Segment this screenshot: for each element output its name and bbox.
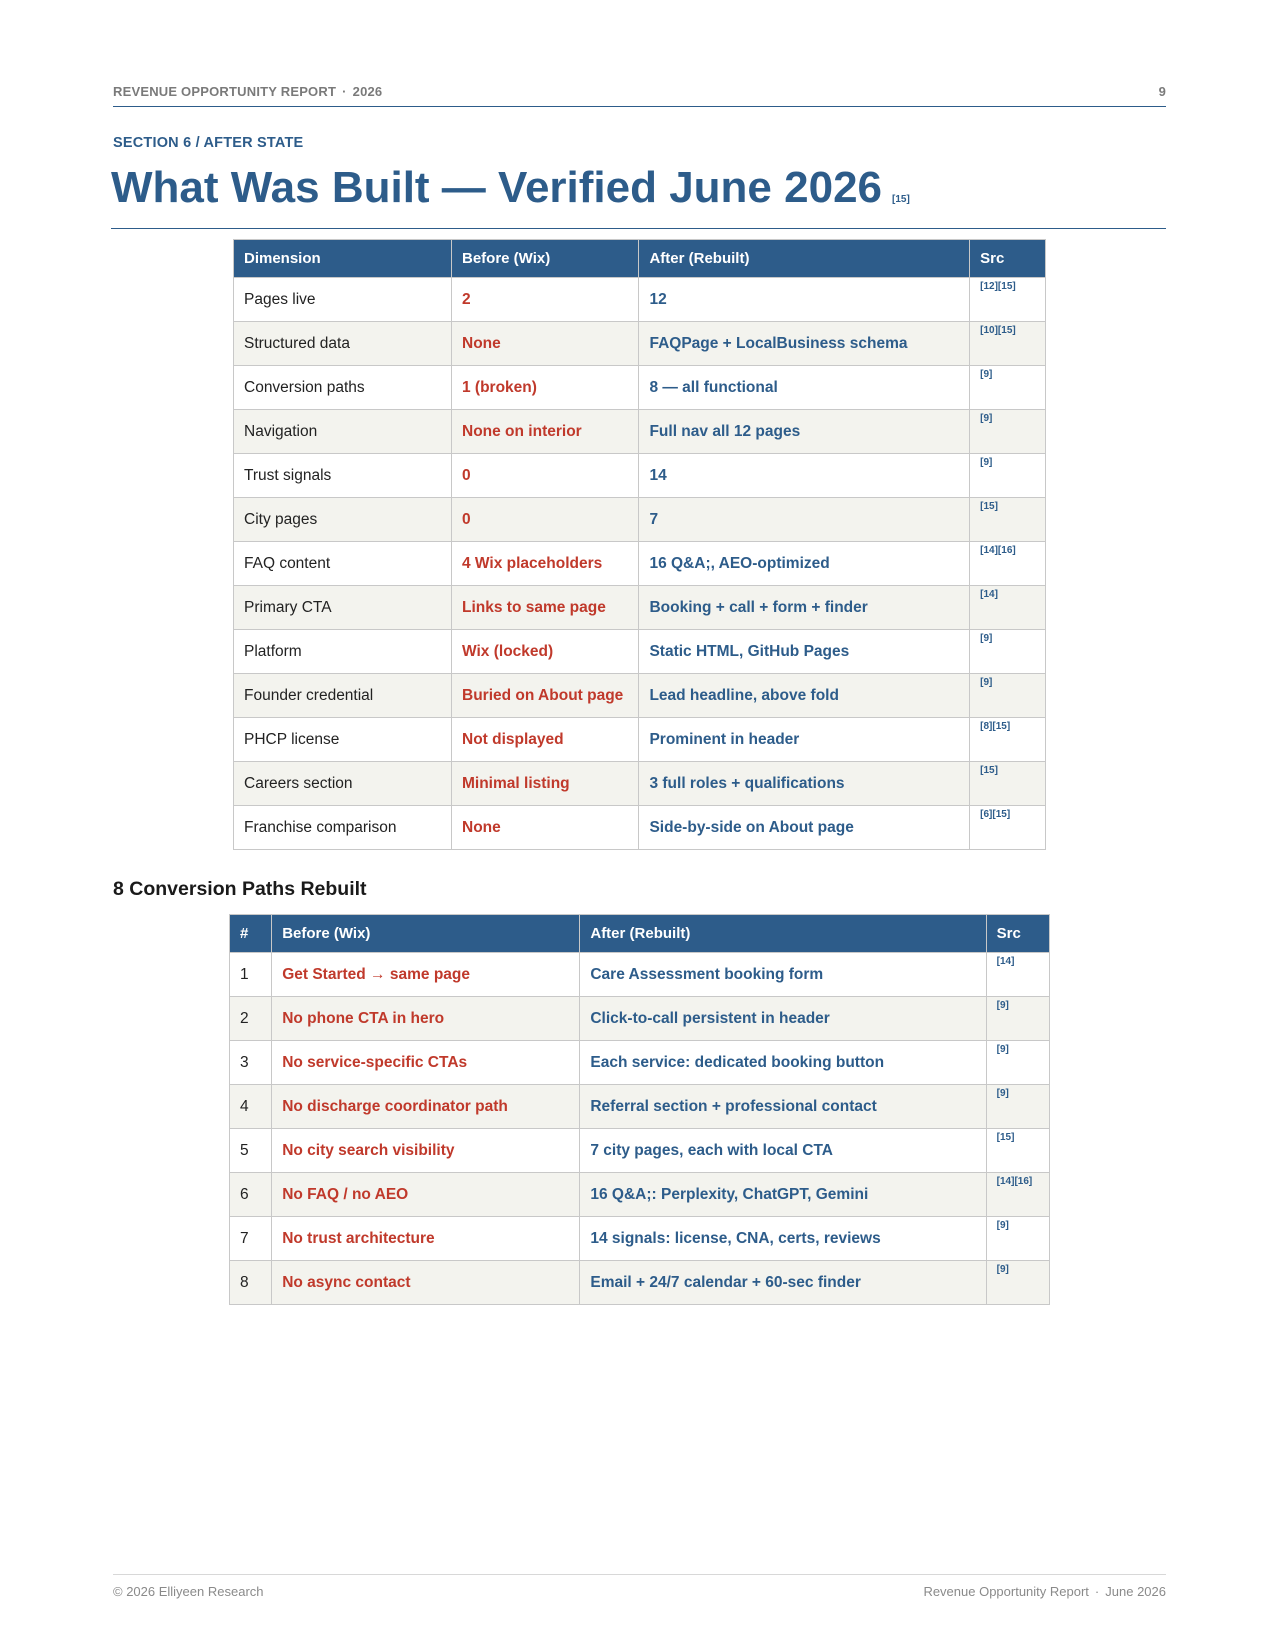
column-header-dimension: Dimension (234, 240, 452, 278)
source-citation: [14][16] (986, 1173, 1049, 1217)
table-row (230, 1217, 1050, 1261)
row-number: 4 (230, 1085, 272, 1129)
after-cell: 7 city pages, each with local CTA (580, 1129, 986, 1173)
dimension-cell: Trust signals (234, 454, 452, 498)
source-citation: [9] (970, 630, 1046, 674)
title-citation: [15] (892, 194, 910, 205)
before-cell: 2 (452, 278, 639, 322)
table-row (234, 410, 1046, 454)
footer-report-name: Revenue Opportunity Report (923, 1584, 1089, 1599)
after-cell: Prominent in header (639, 718, 970, 762)
before-cell: Wix (locked) (452, 630, 639, 674)
running-header-left (113, 84, 382, 99)
row-number: 7 (230, 1217, 272, 1261)
dimension-cell: Pages live (234, 278, 452, 322)
source-citation: [9] (986, 1085, 1049, 1129)
dimension-cell: Platform (234, 630, 452, 674)
table-row (230, 1041, 1050, 1085)
table-row (234, 322, 1046, 366)
table-row (234, 718, 1046, 762)
before-cell: None (452, 322, 639, 366)
source-citation: [9] (986, 1261, 1049, 1305)
table-row (234, 586, 1046, 630)
footer-copyright: © 2026 Elliyeen Research (113, 1584, 264, 1599)
column-header-before: Before (Wix) (272, 915, 580, 953)
source-citation: [10][15] (970, 322, 1046, 366)
header-separator: · (342, 84, 347, 99)
after-state-table (233, 239, 1046, 850)
after-cell: 8 — all functional (639, 366, 970, 410)
after-state-table-body (234, 278, 1046, 850)
before-cell: 4 Wix placeholders (452, 542, 639, 586)
dimension-cell: Franchise comparison (234, 806, 452, 850)
after-cell: FAQPage + LocalBusiness schema (639, 322, 970, 366)
table-row (230, 1261, 1050, 1305)
table-row (234, 630, 1046, 674)
before-cell: 1 (broken) (452, 366, 639, 410)
after-cell: Lead headline, above fold (639, 674, 970, 718)
after-cell: 16 Q&A;: Perplexity, ChatGPT, Gemini (580, 1173, 986, 1217)
table-row (234, 542, 1046, 586)
before-cell: Buried on About page (452, 674, 639, 718)
conversion-paths-heading: 8 Conversion Paths Rebuilt (113, 878, 367, 900)
source-citation: [15] (970, 498, 1046, 542)
dimension-cell: Careers section (234, 762, 452, 806)
column-header-before: Before (Wix) (452, 240, 639, 278)
page-footer (113, 1574, 1166, 1599)
before-cell: No FAQ / no AEO (272, 1173, 580, 1217)
column-header-after: After (Rebuilt) (580, 915, 986, 953)
after-cell: 7 (639, 498, 970, 542)
table-row (234, 498, 1046, 542)
dimension-cell: FAQ content (234, 542, 452, 586)
footer-date: June 2026 (1105, 1584, 1166, 1599)
after-cell: Side-by-side on About page (639, 806, 970, 850)
source-citation: [12][15] (970, 278, 1046, 322)
row-number: 8 (230, 1261, 272, 1305)
row-number: 5 (230, 1129, 272, 1173)
table-row (234, 806, 1046, 850)
table-row (230, 997, 1050, 1041)
row-number: 1 (230, 953, 272, 997)
row-number: 6 (230, 1173, 272, 1217)
section-label: SECTION 6 / AFTER STATE (113, 135, 304, 151)
page-title (111, 160, 1166, 229)
table-header-row (230, 915, 1050, 953)
after-cell: 14 (639, 454, 970, 498)
source-citation: [14][16] (970, 542, 1046, 586)
report-year: 2026 (352, 84, 383, 99)
dimension-cell: Primary CTA (234, 586, 452, 630)
before-cell: No discharge coordinator path (272, 1085, 580, 1129)
table-row (230, 953, 1050, 997)
table-row (234, 454, 1046, 498)
before-cell: None (452, 806, 639, 850)
source-citation: [14] (986, 953, 1049, 997)
dimension-cell: Navigation (234, 410, 452, 454)
column-header-src: Src (986, 915, 1049, 953)
column-header-after: After (Rebuilt) (639, 240, 970, 278)
source-citation: [6][15] (970, 806, 1046, 850)
after-cell: 16 Q&A;, AEO-optimized (639, 542, 970, 586)
before-cell: Get Started → same page (272, 953, 580, 997)
dimension-cell: Founder credential (234, 674, 452, 718)
source-citation: [9] (986, 1041, 1049, 1085)
table-row (230, 1173, 1050, 1217)
source-citation: [9] (970, 454, 1046, 498)
source-citation: [15] (970, 762, 1046, 806)
table-row (234, 762, 1046, 806)
source-citation: [15] (986, 1129, 1049, 1173)
footer-right (923, 1584, 1166, 1599)
source-citation: [8][15] (970, 718, 1046, 762)
source-citation: [9] (970, 674, 1046, 718)
source-citation: [14] (970, 586, 1046, 630)
table-row (234, 366, 1046, 410)
before-cell: No async contact (272, 1261, 580, 1305)
source-citation: [9] (970, 366, 1046, 410)
after-cell: Email + 24/7 calendar + 60-sec finder (580, 1261, 986, 1305)
after-cell: Static HTML, GitHub Pages (639, 630, 970, 674)
source-citation: [9] (986, 1217, 1049, 1261)
before-cell: No service-specific CTAs (272, 1041, 580, 1085)
before-cell: 0 (452, 454, 639, 498)
report-title: REVENUE OPPORTUNITY REPORT (113, 84, 337, 99)
before-cell: No trust architecture (272, 1217, 580, 1261)
table-row (230, 1085, 1050, 1129)
source-citation: [9] (970, 410, 1046, 454)
before-cell: No phone CTA in hero (272, 997, 580, 1041)
row-number: 2 (230, 997, 272, 1041)
before-cell: Links to same page (452, 586, 639, 630)
dimension-cell: Conversion paths (234, 366, 452, 410)
column-header-src: Src (970, 240, 1046, 278)
after-cell: Care Assessment booking form (580, 953, 986, 997)
before-cell: Not displayed (452, 718, 639, 762)
after-cell: Referral section + professional contact (580, 1085, 986, 1129)
after-cell: Click-to-call persistent in header (580, 997, 986, 1041)
footer-separator: · (1094, 1584, 1100, 1599)
conversion-paths-table (229, 914, 1050, 1305)
page-number: 9 (1158, 84, 1166, 99)
column-header-number: # (230, 915, 272, 953)
table-row (234, 278, 1046, 322)
source-citation: [9] (986, 997, 1049, 1041)
before-cell: No city search visibility (272, 1129, 580, 1173)
dimension-cell: City pages (234, 498, 452, 542)
dimension-cell: Structured data (234, 322, 452, 366)
after-cell: Booking + call + form + finder (639, 586, 970, 630)
running-header (113, 84, 1166, 107)
table-row (234, 674, 1046, 718)
before-cell: 0 (452, 498, 639, 542)
after-cell: 12 (639, 278, 970, 322)
before-cell: Minimal listing (452, 762, 639, 806)
dimension-cell: PHCP license (234, 718, 452, 762)
table-row (230, 1129, 1050, 1173)
before-cell: None on interior (452, 410, 639, 454)
page-title-text: What Was Built — Verified June 2026 (111, 163, 883, 212)
conversion-paths-table-body (230, 953, 1050, 1305)
row-number: 3 (230, 1041, 272, 1085)
table-header-row (234, 240, 1046, 278)
after-cell: 14 signals: license, CNA, certs, reviews (580, 1217, 986, 1261)
after-cell: Full nav all 12 pages (639, 410, 970, 454)
after-cell: 3 full roles + qualifications (639, 762, 970, 806)
after-cell: Each service: dedicated booking button (580, 1041, 986, 1085)
